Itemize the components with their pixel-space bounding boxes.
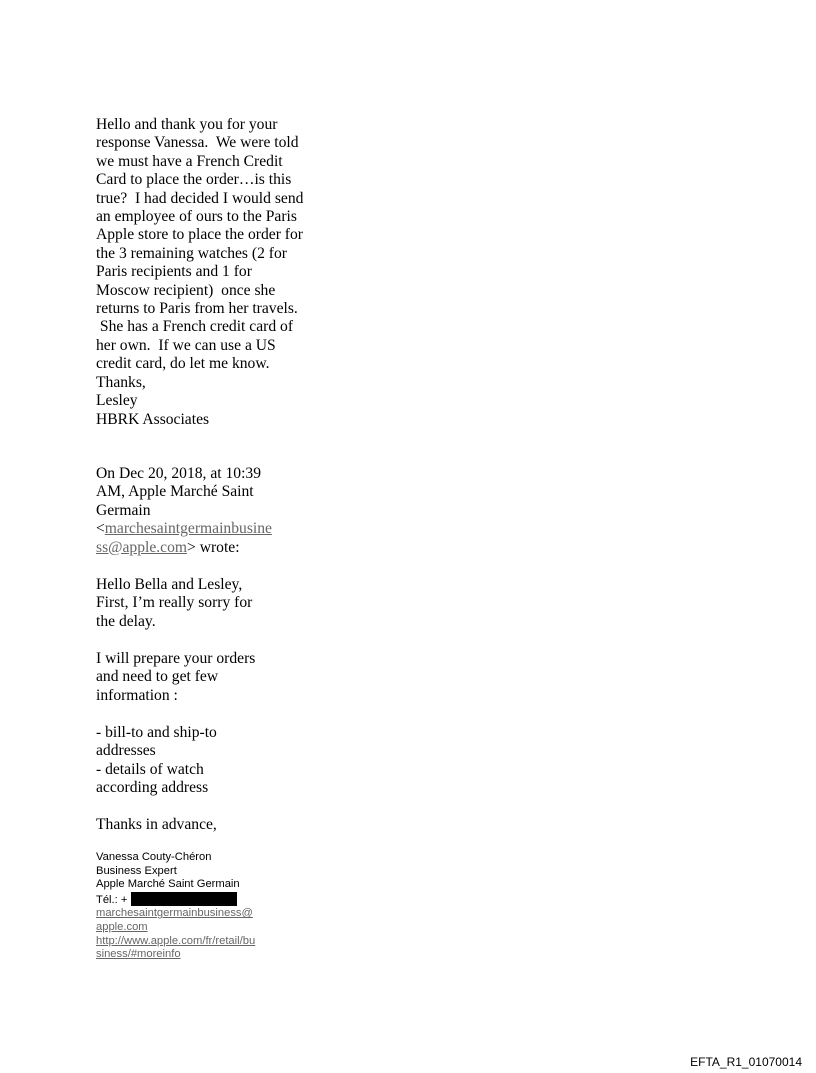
quote-header-email-line2	[96, 539, 336, 557]
quoted-line: Hello Bella and Lesley,	[96, 576, 243, 593]
reply-line: Apple store to place the order for	[96, 226, 303, 244]
quoted-line: information :	[96, 686, 178, 704]
reply-body	[96, 116, 336, 429]
list-item: - details of watch	[96, 760, 204, 778]
signature-name: Vanessa Couty-Chéron	[96, 851, 212, 863]
reply-line: Hello and thank you for your	[96, 116, 278, 133]
signature-phone	[96, 892, 296, 908]
reply-line: Paris recipients and 1 for	[96, 263, 252, 281]
reply-line: an employee of ours to the Paris	[96, 208, 297, 226]
reply-line: her own. If we can use a US	[96, 336, 276, 354]
signature-url-link[interactable]: siness/#moreinfo	[96, 948, 181, 961]
quoted-line: the delay.	[96, 612, 156, 630]
list-item: - bill-to and ship-to	[96, 724, 217, 741]
quoted-list	[96, 724, 336, 798]
quote-header-line: AM, Apple Marché Saint	[96, 483, 254, 501]
quoted-line: First, I’m really sorry for	[96, 594, 253, 612]
reply-line: we must have a French Credit	[96, 152, 283, 170]
reply-sender-name: Lesley	[96, 392, 138, 410]
reply-signoff: Thanks,	[96, 373, 146, 391]
quote-header-line: Germain	[96, 501, 151, 519]
list-item: addresses	[96, 742, 156, 760]
list-item: according address	[96, 779, 209, 797]
redaction-bar	[131, 892, 237, 906]
quoted-greeting	[96, 576, 336, 631]
quoted-closing	[96, 816, 336, 834]
quote-header-email-line1	[96, 520, 336, 538]
signature-title: Business Expert	[96, 864, 177, 877]
reply-line: response Vanessa. We were told	[96, 134, 299, 152]
reply-line: the 3 remaining watches (2 for	[96, 244, 287, 262]
document-id-stamp: EFTA_R1_01070014	[690, 1055, 802, 1069]
closing-line: Thanks in advance,	[96, 816, 217, 833]
quoted-paragraph	[96, 650, 336, 705]
signature-email-link[interactable]: marchesaintgermainbusiness@	[96, 907, 253, 920]
wrote-text: > wrote:	[187, 538, 240, 556]
sender-email-link[interactable]: ss@apple.com	[96, 538, 188, 556]
quote-header-line: On Dec 20, 2018, at 10:39	[96, 465, 262, 482]
reply-line: She has a French credit card of	[96, 318, 294, 336]
reply-line: true? I had decided I would send	[96, 189, 304, 207]
angle-bracket: <	[96, 520, 105, 538]
quoted-line: and need to get few	[96, 668, 219, 686]
reply-line: Moscow recipient) once she	[96, 281, 276, 299]
signature-url-link[interactable]: http://www.apple.com/fr/retail/bu	[96, 934, 256, 947]
reply-line: Card to place the order…is this	[96, 171, 292, 189]
quote-header	[96, 465, 336, 557]
reply-line: credit card, do let me know.	[96, 355, 270, 373]
phone-label: Tél.: +	[96, 893, 128, 906]
signature-email-link[interactable]: apple.com	[96, 920, 148, 933]
email-signature	[96, 851, 296, 962]
signature-store: Apple Marché Saint Germain	[96, 878, 240, 891]
reply-sender-company: HBRK Associates	[96, 410, 210, 428]
quoted-line: I will prepare your orders	[96, 650, 256, 667]
reply-line: returns to Paris from her travels.	[96, 300, 298, 318]
sender-email-link[interactable]: marchesaintgermainbusine	[104, 520, 272, 538]
